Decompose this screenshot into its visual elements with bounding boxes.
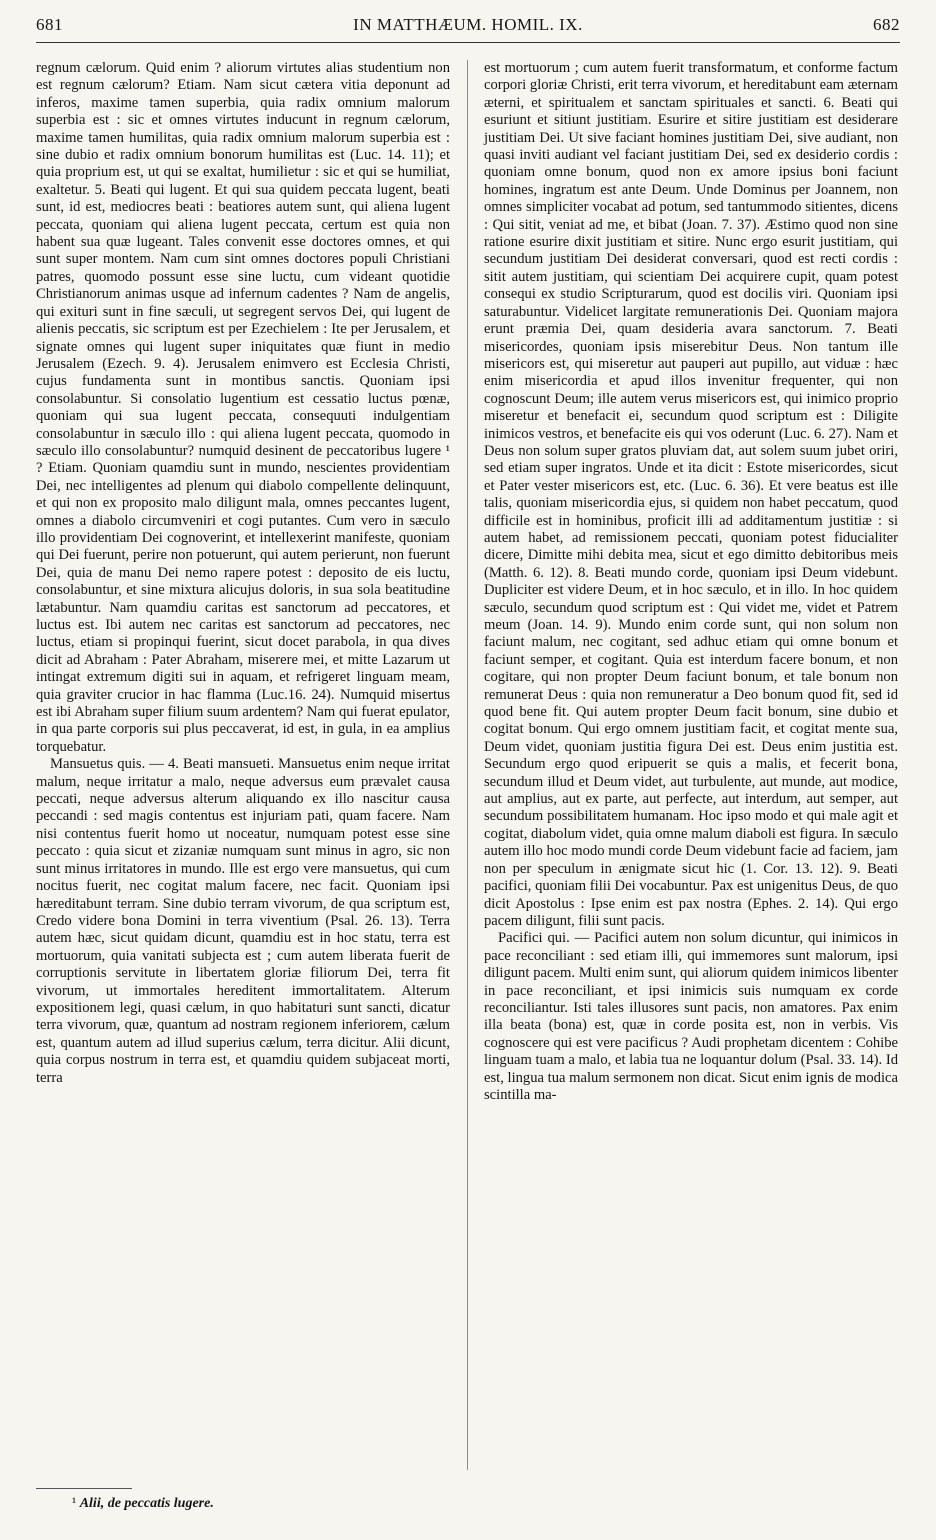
header-rule — [36, 42, 900, 43]
running-header — [36, 10, 900, 40]
paragraph: Pacifici qui. — Pacifici autem non solum dicuntur, qui inimicos in pace reconciliant : sed etiam illi, qui immemores sunt malorum, ipsi diligunt pacem. Multi enim sunt, qui aliorum quidem inimicos libenter in pace reconciliant, et ipsi inimicis suis numquam ex corde reconciliantur. Isti tales illusores sunt pacis, non amatores. Pax enim illa beata (bona) est, quæ in corde posita est, non in verbis. Vis cognoscere qui est vere pacificus ? Audi prophetam dicentem : Cohibe linguam tuam a malo, et labia tua ne loquantur dolum (Psal. 33. 14). Id est, lingua tua malum sermonem non dicat. Sicut enim ignis de modica scintilla ma- — [484, 930, 898, 1103]
page-number-right: 682 — [873, 15, 900, 34]
paragraph: est mortuorum ; cum autem fuerit transformatum, et conforme factum corpori gloriæ Christi, erit terra vivorum, et hereditabunt eam æternam æterni, et spiritualem et sanctam spirituales et sancti. 6. Beati qui esuriunt et sitiunt justitiam. Esurire et sitire justitiam est desiderare justitiam Dei. Ut sive faciant homines justitiam Dei, sive audiant, non quasi inviti audiant vel faciant justitiam Dei, sed ex desiderio cordis : quoniam omne bonum, quod non ex amore ipsius boni faciunt homines, ingratum est ante Deum. Unde Dominus per Joannem, non omnes simpliciter vocabat ad potum, sed tantummodo sitientes, dicens : Qui sitit, veniat ad me, et bibat (Joan. 7. 37). Æstimo quod non sine ratione esurire dixit justitiam et sitire. Nunc ergo esurit justitiam, qui secundum justitiam Dei desiderat conversari, quod est recti cordis : sitit autem justitiam, qui scientiam Dei acquirere cupit, quam potest consequi ex studio Scripturarum, quod est docilis viri. Quoniam ipsi saturabuntur. Videlicet largitate remunerationis Dei. Quoniam majora erunt præmia Dei, quam desideria avara sanctorum. 7. Beati misericordes, quoniam ipsis miserebitur Deus. Non tantum ille misericors est, qui miseretur aut pauperi aut pupillo, aut viduæ : hæc enim misericordia et apud illos invenitur frequenter, qui non cognoscunt Deum; ille autem verus misericors est, qui inimico proprio miseretur et benefacit ei, secundum quod scriptum est : Diligite inimicos vestros, et benefacite eis qui vos oderunt (Luc. 6. 27). Nam et Deus non solum super gratos pluviam dat, aut solem suum jubet oriri, sed etiam super ingratos. Unde et ita dicit : Estote misericordes, sicut et Pater vester misericors est, etc. (Luc. 6. 36). Et vere beatus est ille talis, quoniam misericordia ejus, si quidem non habet peccatum, quod difficile est in hominibus, proficit illi ad additamentum justitiæ : si autem habet, ad remissionem peccati, quoniam potest fiducialiter dicere, Dimitte mihi debita mea, sicut et ego dimitto debitoribus meis (Matth. 6. 12). 8. Beati mundo corde, quoniam ipsi Deum videbunt. Dupliciter est videre Deum, et in hoc sæculo, et in illo. In hoc quidem sæculo, secundum quod scriptum est : Qui videt me, videt et Patrem meum (Joan. 14. 9). Mundo enim corde sunt, qui non solum non faciunt malum, nec cogitant, sed adhuc etiam qui omne bonum et faciunt semper, et cogitant. Quia est interdum facere bonum, et non cogitare, qui non propter Deum faciunt bonum, et tale bonum non remunerat Deus : quia non remuneratur a Deo bonum quod fit, sed id quod bene fit. Qui autem propter Deum facit bonum, sine dubio et cogitat bonum. Qui ergo omnem justitiam facit, et cogitat mente sua, Deum videt, quoniam justitia figura Dei est. Deus enim justitia est. Secundum ergo quod eripuerit se quis a malis, et fecerit bona, secundum illud et Deum videt, aut turbulente, aut munde, aut modice, aut amplius, aut ex parte, aut perfecte, aut interdum, aut semper, aut secundum possibilitatem humanam. Hoc ipso modo et qui male agit et cogitat, diabolum videt, quia omne malum diaboli est figura. In sæculo autem illo hoc modo mundi corde Deum videbunt facie ad faciem, jam non per speculum in ænigmate sicut hic (1. Cor. 13. 12). 9. Beati pacifici, quoniam filii Dei vocabuntur. Pax est unigenitus Deus, de quo dicit Apostolus : Ipse enim est pax nostra (Ephes. 2. 14). Qui ergo pacem diligunt, filii sunt pacis. — [484, 60, 898, 929]
footnote-rule — [36, 1488, 132, 1489]
footnote-marker: ¹ — [72, 1496, 77, 1511]
paragraph: Mansuetus quis. — 4. Beati mansueti. Mansuetus enim neque irritat malum, neque irritatur a malo, neque adversus eum prævalet causa peccati, neque adversus alterum aliquando ex illo nascitur causa peccandi : sed magis contentus est injuriam pati, quam facere. Nam nisi contentus fuerit homo ut noceatur, numquam potest esse sine peccato : quia sicut et zizaniæ numquam sunt minus in agro, sic non sunt minus irritatores in mundo. Ille est ergo vere mansuetus, qui cum nocitus fuerit, nec cogitat malum facere, nec facit. Quoniam ipsi hæreditabunt terram. Sine dubio terram vivorum, de qua scriptum est, Credo videre bona Domini in terra viventium (Psal. 26. 13). Terra autem hæc, sicut quidam dicunt, quamdiu est in hoc statu, terra est mortuorum, quia vanitati subjecta est ; cum autem liberata fuerit de corruptionis servitute in libertatem gloriæ filiorum Dei, terra fit vivorum, ut immortales hereditent immortalitatem. Alterum expositionem legi, quasi cælum, in quo habitaturi sunt sancti, dicatur terra vivorum, quæ, quantum ad nostram regionem inferiorem, cælum est, quantum autem ad illud superius cælum, terra dicitur. Alii dicunt, quia corpus nostrum in terra est, et quamdiu quidem subjaceat morti, terra — [36, 756, 450, 1086]
column-divider — [467, 60, 468, 1470]
running-title: IN MATTHÆUM. HOMIL. IX. — [353, 15, 583, 34]
footnote — [72, 1496, 452, 1512]
left-column — [36, 60, 450, 1087]
footnote-text: Alii, de peccatis lugere. — [79, 1496, 214, 1511]
paragraph: regnum cælorum. Quid enim ? aliorum virtutes alias studentium non est regnum cælorum? Etiam. Nam sicut cætera vitia deponunt ad inferos, maxime tamen superbia, quia radix omnium malorum superbia est : sic et omnes virtutes inducunt in regnum cælorum, maxime tamen humilitas, quia radix omnium malorum superbia est : sine dubio et radix omnium bonorum humilitas est (Luc. 14. 11); et quia proprium est, ut qui se exaltat, humilietur : sic et qui se humiliat, exaltetur. 5. Beati qui lugent. Et qui sua quidem peccata lugent, beati sunt, id est, mediocres beati : beatiores autem sunt, qui aliena lugent peccata, quoniam qui aliena lugent peccata, certum est quia non habent sua quæ lugeant. Tales convenit esse doctores omnes, et qui sunt super montem. Nam cum sint omnes doctores populi Christiani patres, quomodo possunt esse sine luctu, cum videant quotidie Christianorum animas usque ad infernum cadentes ? Nam de angelis, qui exituri sunt in fine sæculi, ut segregent servos Dei, qui lugent de alienis peccatis, sic scriptum est per Ezechielem : Ite per Jerusalem, et signate omnes qui lugent super iniquitates quæ fiunt in medio Jerusalem (Ezech. 9. 4). Jerusalem enimvero est Ecclesia Christi, cujus fundamenta sunt in montibus sanctis. Quoniam ipsi consolabuntur. Si consolatio lugentium est cessatio luctus pœnæ, quoniam qui sua lugent peccata, consequuti indulgentiam consolabuntur in sæculo illo : qui aliena lugent peccata, quomodo in sæculo illo consolabuntur? numquid desinent de peccatoribus lugere ¹ ? Etiam. Quoniam quamdiu sunt in mundo, nescientes providentiam Dei, nec intelligentes ad plenum qui diabolo compellente delinquunt, et qui non ex proposito malo diligunt mala, omnes peccantes lugent, omnes a diabolo circumveniri et cogi putantes. Cum vero in sæculo illo providentiam Dei cognoverint, et intellexerint manifeste, quoniam qui Dei fuerunt, perire non potuerunt, qui autem perierunt, non fuerunt Dei, quia de manu Dei nemo rapere potest : deposito de eis luctu, consolabuntur, et sine mixtura alicujus doloris, in sua sola beatitudine lætabuntur. Nam quamdiu caritas est sanctorum ad peccatores, et luctus est. Ibi autem nec caritas est sanctorum ad peccatores, nec luctus, etiam si propinqui fuerint, sicut docet parabola, in qua dives dicit ad Abraham : Pater Abraham, miserere mei, et mitte Lazarum ut intingat extremum digiti sui in aquam, et refrigeret linguam meam, quia graviter crucior in hac flamma (Luc.16. 24). Numquid misertus est ibi Abraham super filium suum ardentem? Nam qui fuerat epulator, in qua parte corporis sui plus peccaverat, id est, in gula, in ea amplius torquebatur. — [36, 60, 450, 755]
page-number-left: 681 — [36, 15, 63, 34]
right-column — [484, 60, 898, 1104]
